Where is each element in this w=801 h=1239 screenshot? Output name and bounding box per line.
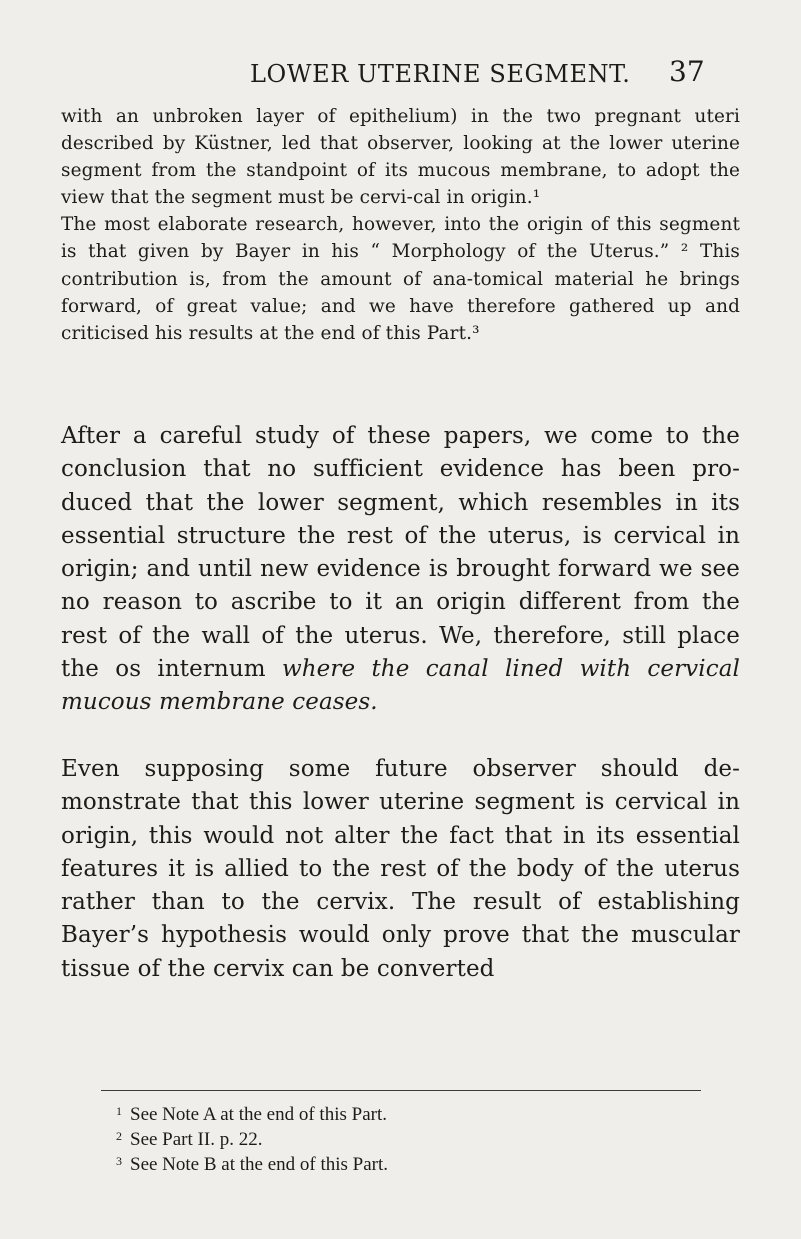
footnote-item	[102, 1103, 662, 1128]
footnotes	[102, 1103, 662, 1178]
footnote-text: See Note A at the end of this Part.	[130, 1104, 387, 1125]
footnote-item	[102, 1128, 662, 1153]
footnote-text: See Note B at the end of this Part.	[130, 1154, 389, 1175]
footnote-mark: 1	[116, 1104, 122, 1118]
paragraph-continuation: with an unbroken layer of epithelium) in the two pregnant uteri described by Küstner, led that observer, looking at the lower uterine segment from the standpoint of its mucous membrane, to adopt the view that the segment must be cervi-cal in origin.¹	[61, 106, 740, 209]
footnote-rule	[101, 1090, 701, 1091]
footnote-item	[102, 1153, 662, 1178]
page-number: 37	[669, 55, 705, 88]
paragraph-conclusion-italic: where the canal lined with cervical mucous membrane ceases.	[61, 656, 740, 716]
paragraph-bayer-research: The most elaborate research, however, into the origin of this segment is that given by Bayer in his “ Morphology of the Uterus.” ² This contribution is, from the amount of ana-tomical material he brings forward, of great value; and we have therefore gathered up and criticised his results at the end of this Part.³	[61, 214, 740, 344]
running-title: LOWER UTERINE SEGMENT.	[250, 60, 631, 88]
footnote-mark: 3	[116, 1154, 122, 1168]
paragraph-conclusion-text: After a careful study of these papers, we come to the conclusion that no sufficient evidence has been pro-duced that the lower segment, which resembles in its essential structure the rest of the uterus, is cervical in origin; and until new evidence is brought forward we see no reason to ascribe to it an origin different from the rest of the wall of the uterus. We, therefore, still place the os internum	[61, 423, 740, 683]
footnote-text: See Part II. p. 22.	[130, 1129, 263, 1150]
footnote-mark: 2	[116, 1129, 122, 1143]
paragraph-hypothesis: Even supposing some future observer should de-monstrate that this lower uterine segment is cervical in origin, this would not alter the fact that in its essential features it is allied to the rest of the body of the uterus rather than to the cervix. The result of establishing Bayer’s hypothesis would only prove that the muscular tissue of the cervix can be converted	[61, 756, 740, 982]
running-head	[0, 55, 801, 90]
small-type-paragraphs	[61, 103, 740, 347]
paragraph-conclusion	[61, 420, 740, 720]
